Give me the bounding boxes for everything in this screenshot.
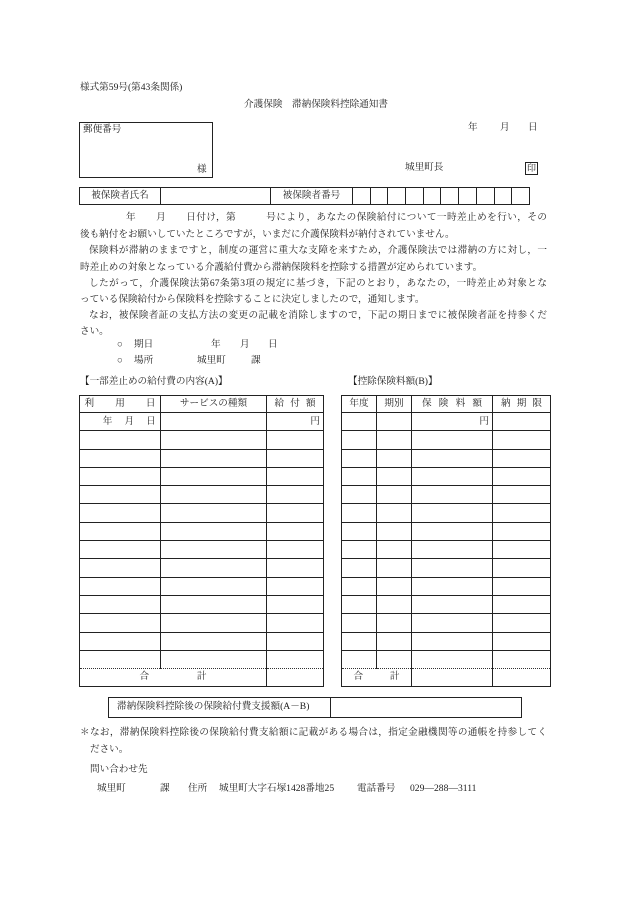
summary-row — [109, 698, 522, 718]
date-month: 月 — [500, 122, 510, 133]
premium-blank-cell — [412, 486, 493, 504]
contact-address: 城里町大字石塚1428番地25 — [219, 783, 335, 794]
premium-blank-cell — [342, 486, 377, 504]
premium-blank-cell — [493, 522, 551, 540]
premium-blank-cell — [493, 467, 551, 485]
premium-row — [342, 559, 551, 577]
schedule-year: 年 — [211, 339, 221, 350]
contact-heading: 問い合わせ先 — [90, 764, 148, 775]
issuer-name: 城里町長 — [405, 162, 444, 173]
benefit-row — [80, 614, 324, 632]
premium-blank-cell — [412, 541, 493, 559]
schedule-dept: 課 — [251, 355, 261, 366]
body-line-7: なお，被保険者証の支払方法の変更の記載を消除しますので，下記の期日までに被保険者証を持参くだ — [89, 310, 547, 321]
premium-blank-cell — [493, 486, 551, 504]
premium-blank-cell — [377, 486, 412, 504]
insured-info-row — [80, 188, 530, 205]
premium-blank-cell — [342, 614, 377, 632]
benefit-blank-cell — [80, 486, 161, 504]
insured-name-label: 被保険者氏名 — [80, 188, 161, 205]
premium-blank-cell — [412, 449, 493, 467]
premium-blank-cell — [342, 449, 377, 467]
benefit-blank-cell — [267, 467, 324, 485]
benefit-blank-cell — [161, 467, 267, 485]
schedule-bullet: ○ — [117, 355, 123, 366]
header-period-cell — [377, 396, 412, 413]
benefit-blank-cell — [80, 449, 161, 467]
summary-label: 滞納保険料控除後の保険給付費支援額(A－B) — [117, 701, 310, 713]
benefit-blank-cell — [80, 614, 161, 632]
premium-blank-cell — [377, 522, 412, 540]
benefit-blank-cell — [267, 595, 324, 613]
premium-blank-cell — [493, 541, 551, 559]
premium-blank-cell — [377, 504, 412, 522]
premium-blank-cell — [377, 541, 412, 559]
contact-phone: 029―288―3111 — [410, 783, 477, 794]
premium-blank-cell — [342, 541, 377, 559]
premium-blank-cell — [377, 467, 412, 485]
header-benefit-amount-cell — [267, 396, 324, 413]
header-usage-date: 利用日 — [84, 397, 177, 409]
honorific: 様 — [197, 164, 207, 175]
date-year: 年 — [468, 122, 478, 133]
body-line-4: 時差止めの対象となっている介護給付費から滞納保険料を控除する措置が定められています。 — [80, 262, 483, 273]
premium-blank-cell — [412, 522, 493, 540]
insured-number-digit-box — [423, 188, 441, 205]
premium-header-row — [342, 396, 551, 413]
premium-row — [342, 486, 551, 504]
premium-row — [342, 595, 551, 613]
header-service-type: サービスの種類 — [179, 397, 248, 409]
header-premium-amount: 保険料額 — [422, 397, 490, 409]
benefit-blank-cell — [161, 577, 267, 595]
benefit-blank-cell — [267, 632, 324, 650]
benefit-table — [79, 395, 324, 687]
benefit-total-label: 合計 — [139, 671, 255, 683]
premium-blank-cell — [342, 632, 377, 650]
benefit-row — [80, 486, 324, 504]
premium-blank-cell — [493, 449, 551, 467]
benefit-blank-cell — [161, 431, 267, 449]
body-line-2: 後も納付をお願いしていたところですが，いまだに介護保険料が納付されていません。 — [80, 229, 455, 240]
benefit-blank-cell — [80, 522, 161, 540]
premium-blank-cell — [493, 614, 551, 632]
date-day: 日 — [528, 122, 538, 133]
premium-row — [342, 504, 551, 522]
body-line-1: 年 月 日付け，第 号により，あなたの保険給付について一時差止めを行い，その — [126, 212, 547, 223]
schedule-bullet: ○ — [117, 339, 123, 350]
premium-row — [342, 650, 551, 668]
fiscal-year-cell — [342, 413, 377, 431]
benefit-blank-cell — [267, 449, 324, 467]
header-fiscal-year: 年度 — [349, 397, 369, 409]
premium-row — [342, 467, 551, 485]
benefit-header-row — [80, 396, 324, 413]
premium-blank-cell — [493, 431, 551, 449]
premium-blank-cell — [377, 449, 412, 467]
premium-total-row — [342, 669, 551, 687]
service-type-cell — [161, 413, 267, 431]
benefit-amount-cell — [267, 413, 324, 431]
premium-blank-cell — [377, 614, 412, 632]
insured-number-digit-box — [459, 188, 477, 205]
insured-number-label: 被保険者番号 — [271, 188, 353, 205]
yen-unit: 円 — [479, 415, 489, 427]
benefit-blank-cell — [267, 614, 324, 632]
header-benefit-amount: 給付額 — [274, 397, 322, 409]
schedule-date-label: 期日 — [134, 339, 154, 350]
premium-blank-cell — [377, 577, 412, 595]
premium-total-label: 合計 — [353, 671, 427, 683]
premium-blank-cell — [377, 431, 412, 449]
contact-phone-label: 電話番号 — [357, 783, 396, 794]
benefit-blank-cell — [161, 595, 267, 613]
premium-blank-cell — [342, 650, 377, 668]
header-period: 期別 — [384, 397, 404, 409]
summary-label-cell — [109, 698, 331, 718]
insured-number-digit-box — [512, 188, 530, 205]
benefit-blank-cell — [161, 486, 267, 504]
benefit-blank-cell — [267, 486, 324, 504]
premium-blank-cell — [342, 559, 377, 577]
benefit-blank-cell — [161, 614, 267, 632]
usage-date-cell — [80, 413, 161, 431]
benefit-blank-cell — [80, 431, 161, 449]
premium-blank-cell — [412, 577, 493, 595]
benefit-blank-cell — [267, 577, 324, 595]
insured-number-digit-box — [406, 188, 424, 205]
schedule-place-label: 場所 — [134, 355, 154, 366]
benefit-row — [80, 577, 324, 595]
insured-number-digit-box — [441, 188, 459, 205]
insured-number-digit-box — [370, 188, 388, 205]
note-line-1: ＊なお，滞納保険料控除後の保険給付費支給額に記載がある場合は，指定金融機関等の通帳を持参してく — [80, 727, 547, 738]
premium-blank-cell — [377, 595, 412, 613]
benefit-blank-cell — [80, 467, 161, 485]
benefit-row — [80, 449, 324, 467]
premium-blank-cell — [493, 650, 551, 668]
contact-dept: 課 — [160, 783, 170, 794]
premium-blank-cell — [412, 595, 493, 613]
benefit-blank-cell — [161, 449, 267, 467]
benefit-blank-cell — [161, 632, 267, 650]
contact-town: 城里町 — [97, 783, 126, 794]
header-due-date-cell — [493, 396, 551, 413]
premium-total-label-cell — [342, 669, 427, 687]
premium-row — [342, 614, 551, 632]
benefit-total-row — [80, 669, 324, 687]
premium-blank-cell — [377, 559, 412, 577]
benefit-row — [80, 413, 324, 431]
seal-box — [525, 162, 538, 175]
premium-blank-cell — [377, 632, 412, 650]
premium-blank-cell — [412, 504, 493, 522]
form-number: 様式第59号(第43条関係) — [80, 82, 183, 93]
period-cell — [377, 413, 412, 431]
benefit-table-caption: 【一部差止めの給付費の内容(A)】 — [80, 376, 228, 387]
insured-number-digit-box — [476, 188, 494, 205]
benefit-total-label-cell — [80, 669, 267, 687]
premium-blank-cell — [412, 614, 493, 632]
premium-blank-cell — [342, 595, 377, 613]
premium-row — [342, 449, 551, 467]
premium-blank-cell — [342, 577, 377, 595]
schedule-day: 日 — [268, 339, 278, 350]
benefit-row — [80, 650, 324, 668]
body-line-8: さい。 — [80, 326, 109, 337]
contact-address-label: 住所 — [188, 783, 208, 794]
benefit-row — [80, 431, 324, 449]
premium-table-caption: 【控除保険料額(B)】 — [348, 376, 438, 387]
body-line-6: っている保険給付から保険料を控除することに決定しましたので，通知します。 — [80, 294, 425, 305]
summary-amount-field — [331, 698, 522, 718]
body-line-3: 保険料が滞納のままですと，制度の運営に重大な支障を来すため，介護保険法では滞納の方に対し，一 — [89, 245, 547, 256]
premium-row — [342, 522, 551, 540]
premium-row — [342, 431, 551, 449]
benefit-blank-cell — [80, 595, 161, 613]
benefit-blank-cell — [267, 650, 324, 668]
benefit-blank-cell — [80, 577, 161, 595]
benefit-blank-cell — [267, 559, 324, 577]
premium-table — [341, 395, 551, 687]
premium-blank-cell — [412, 559, 493, 577]
premium-blank-cell — [493, 559, 551, 577]
insured-number-digit-box — [388, 188, 406, 205]
insured-number-digit-box — [494, 188, 512, 205]
premium-blank-cell — [493, 577, 551, 595]
premium-blank-cell — [412, 431, 493, 449]
insured-name-field — [161, 188, 271, 205]
header-fiscal-year-cell — [342, 396, 377, 413]
benefit-row — [80, 559, 324, 577]
premium-blank-cell — [493, 632, 551, 650]
premium-amount-cell — [412, 413, 493, 431]
schedule-month: 月 — [240, 339, 250, 350]
premium-blank-cell — [342, 467, 377, 485]
note-line-2: ださい。 — [90, 744, 129, 755]
benefit-blank-cell — [161, 559, 267, 577]
benefit-row — [80, 632, 324, 650]
summary-table — [108, 697, 522, 718]
insured-info-table — [79, 187, 530, 205]
benefit-row — [80, 504, 324, 522]
header-due-date: 納期限 — [501, 397, 549, 409]
benefit-blank-cell — [80, 504, 161, 522]
premium-row — [342, 577, 551, 595]
premium-row — [342, 632, 551, 650]
due-date-cell — [493, 413, 551, 431]
schedule-town: 城里町 — [197, 355, 226, 366]
insured-number-digit-box — [353, 188, 371, 205]
premium-blank-cell — [342, 504, 377, 522]
premium-blank-cell — [412, 650, 493, 668]
benefit-blank-cell — [80, 650, 161, 668]
premium-blank-cell — [412, 632, 493, 650]
premium-blank-cell — [493, 504, 551, 522]
body-line-5: したがって，介護保険法第67条第3項の規定に基づき，下記のとおり，あなたの，一時差止め対象とな — [89, 278, 547, 289]
benefit-blank-cell — [80, 559, 161, 577]
document-title: 介護保険 滞納保険料控除通知書 — [244, 99, 388, 110]
benefit-total-amount-cell — [267, 669, 324, 687]
postal-code-label: 郵便番号 — [83, 124, 122, 135]
benefit-row — [80, 522, 324, 540]
benefit-blank-cell — [161, 541, 267, 559]
benefit-blank-cell — [161, 522, 267, 540]
header-usage-date-cell — [80, 396, 177, 413]
benefit-blank-cell — [80, 541, 161, 559]
seal-mark: 印 — [526, 163, 536, 173]
premium-blank-cell — [377, 650, 412, 668]
benefit-blank-cell — [267, 541, 324, 559]
premium-row — [342, 413, 551, 431]
benefit-blank-cell — [161, 650, 267, 668]
premium-blank-cell — [342, 431, 377, 449]
header-premium-amount-cell — [412, 396, 493, 413]
premium-blank-cell — [412, 467, 493, 485]
premium-total-due-cell — [493, 669, 551, 687]
recipient-address-box — [79, 122, 213, 178]
premium-blank-cell — [342, 522, 377, 540]
benefit-blank-cell — [80, 632, 161, 650]
benefit-blank-cell — [267, 431, 324, 449]
usage-date-placeholder: 年 月 日 — [102, 415, 157, 427]
benefit-row — [80, 467, 324, 485]
benefit-row — [80, 595, 324, 613]
yen-unit: 円 — [310, 415, 320, 427]
benefit-blank-cell — [267, 504, 324, 522]
benefit-row — [80, 541, 324, 559]
premium-row — [342, 541, 551, 559]
benefit-blank-cell — [161, 504, 267, 522]
benefit-blank-cell — [267, 522, 324, 540]
premium-blank-cell — [493, 595, 551, 613]
